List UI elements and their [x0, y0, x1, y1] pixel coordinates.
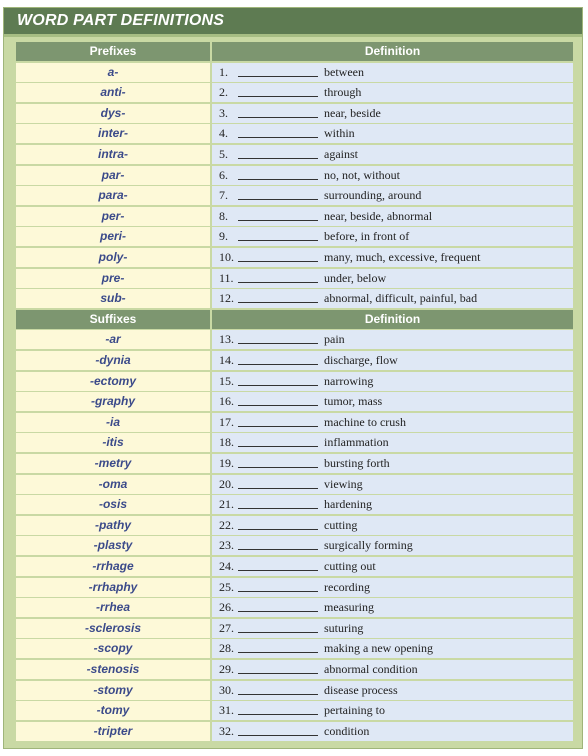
prefix-word-part: pre- [16, 269, 210, 288]
definition-text: measuring [324, 600, 374, 615]
suffix-definition-row [212, 516, 573, 535]
suffix-definition-row [212, 598, 573, 617]
item-number: 29. [219, 662, 234, 676]
suffix-definition-row [212, 557, 573, 576]
item-number: 16. [219, 394, 234, 409]
suffix-word-part: -metry [16, 454, 210, 473]
prefix-word-part: para- [16, 186, 210, 205]
answer-blank[interactable] [238, 508, 318, 509]
answer-blank[interactable] [238, 529, 318, 530]
suffix-word-part: -sclerosis [16, 619, 210, 638]
suffix-definition-row [212, 578, 573, 597]
item-number: 23. [219, 538, 234, 553]
item-number: 32. [219, 723, 234, 738]
prefix-definition-row [212, 104, 573, 123]
definition-text: under, below [324, 270, 387, 285]
item-number: 11. [219, 270, 234, 285]
answer-blank[interactable] [238, 446, 318, 447]
item-number: 6. [219, 167, 228, 182]
suffix-definition-row [212, 495, 573, 514]
item-number: 10. [219, 250, 234, 264]
suffix-column-header: Suffixes [16, 310, 210, 329]
prefix-word-part: sub- [16, 289, 210, 308]
definition-text: condition [324, 723, 370, 738]
answer-blank[interactable] [238, 467, 318, 468]
answer-blank[interactable] [238, 735, 318, 736]
item-number: 21. [219, 497, 234, 512]
item-number: 2. [219, 85, 228, 100]
item-number: 22. [219, 517, 234, 532]
answer-blank[interactable] [238, 302, 318, 303]
prefix-word-part: a- [16, 63, 210, 82]
item-number: 25. [219, 579, 234, 594]
item-number: 1. [219, 64, 228, 79]
answer-blank[interactable] [238, 426, 318, 427]
answer-blank[interactable] [238, 611, 318, 612]
suffix-word-part: -rrhea [16, 598, 210, 617]
title-bar [4, 8, 582, 37]
definition-text: narrowing [324, 373, 374, 388]
prefix-word-part: par- [16, 166, 210, 185]
item-number: 19. [219, 456, 234, 470]
item-number: 5. [219, 147, 228, 161]
item-number: 12. [219, 291, 234, 306]
suffix-word-part: -plasty [16, 536, 210, 555]
definition-text: near, beside, abnormal [324, 208, 433, 223]
suffix-word-part: -rrhage [16, 557, 210, 576]
definition-text: inflammation [324, 435, 389, 450]
suffix-word-part: -stenosis [16, 660, 210, 679]
answer-blank[interactable] [238, 261, 318, 262]
suffix-word-part: -pathy [16, 516, 210, 535]
answer-blank[interactable] [238, 364, 318, 365]
suffix-definition-row [212, 454, 573, 473]
item-number: 14. [219, 353, 234, 367]
definition-text: against [324, 147, 358, 161]
item-number: 24. [219, 559, 234, 573]
suffix-definition-row [212, 660, 573, 679]
prefix-definition-row [212, 124, 573, 143]
answer-blank[interactable] [238, 240, 318, 241]
prefix-word-part: anti- [16, 83, 210, 102]
definition-text: discharge, flow [324, 353, 398, 367]
item-number: 3. [219, 105, 228, 120]
suffix-word-part: -dynia [16, 351, 210, 370]
suffix-definition-row [212, 392, 573, 411]
suffix-definition-header: Definition [212, 310, 573, 329]
definition-text: no, not, without [324, 167, 401, 182]
item-number: 18. [219, 435, 234, 450]
answer-blank[interactable] [238, 405, 318, 406]
answer-blank[interactable] [238, 282, 318, 283]
answer-blank[interactable] [238, 179, 318, 180]
definition-text: pertaining to [324, 703, 385, 718]
item-number: 8. [219, 208, 228, 223]
definition-text: cutting out [324, 559, 376, 573]
answer-blank[interactable] [238, 652, 318, 653]
item-number: 28. [219, 641, 234, 656]
definition-text: surrounding, around [324, 188, 422, 203]
page-title: WORD PART DEFINITIONS [17, 12, 225, 29]
definition-text: surgically forming [324, 538, 413, 553]
suffix-definition-row [212, 701, 573, 720]
answer-blank[interactable] [238, 570, 318, 571]
definition-text: pain [324, 332, 345, 347]
definition-text: making a new opening [324, 641, 433, 656]
answer-blank[interactable] [238, 343, 318, 344]
prefix-definition-row [212, 248, 573, 267]
prefix-word-part: poly- [16, 248, 210, 267]
answer-blank[interactable] [238, 385, 318, 386]
item-number: 9. [219, 229, 228, 244]
definition-text: machine to crush [324, 414, 406, 429]
prefix-definition-row [212, 186, 573, 205]
prefix-word-part: dys- [16, 104, 210, 123]
prefix-word-part: intra- [16, 145, 210, 164]
definition-text: before, in front of [324, 229, 410, 244]
answer-blank[interactable] [238, 488, 318, 489]
prefix-definition-row [212, 145, 573, 164]
suffix-definition-row [212, 351, 573, 370]
prefix-definition-row [212, 63, 573, 82]
prefix-definition-row [212, 207, 573, 226]
answer-blank[interactable] [238, 117, 318, 118]
definition-text: many, much, excessive, frequent [324, 250, 481, 264]
word-part-table [3, 7, 583, 749]
item-number: 13. [219, 332, 234, 347]
suffix-word-part: -tomy [16, 701, 210, 720]
definition-text: suturing [324, 620, 364, 635]
prefix-word-part: per- [16, 207, 210, 226]
suffix-definition-row [212, 619, 573, 638]
prefix-definition-row [212, 269, 573, 288]
prefix-column-header: Prefixes [16, 42, 210, 61]
definition-text: within [324, 126, 355, 141]
definition-text: tumor, mass [324, 394, 383, 409]
definition-text: between [324, 64, 364, 79]
definition-text: abnormal condition [324, 662, 418, 676]
item-number: 15. [219, 373, 234, 388]
suffix-definition-row [212, 413, 573, 432]
suffix-word-part: -ia [16, 413, 210, 432]
definition-text: cutting [324, 517, 358, 532]
suffix-definition-row [212, 330, 573, 349]
item-number: 30. [219, 682, 234, 697]
suffix-word-part: -oma [16, 475, 210, 494]
answer-blank[interactable] [238, 673, 318, 674]
definition-text: through [324, 85, 362, 100]
suffix-definition-row [212, 536, 573, 555]
suffix-word-part: -stomy [16, 681, 210, 700]
suffix-word-part: -ectomy [16, 372, 210, 391]
item-number: 26. [219, 600, 234, 615]
answer-blank[interactable] [238, 199, 318, 200]
item-number: 7. [219, 188, 228, 203]
prefix-definition-row [212, 289, 573, 308]
answer-blank[interactable] [238, 694, 318, 695]
suffix-word-part: -ar [16, 330, 210, 349]
item-number: 4. [219, 126, 228, 141]
definition-text: abnormal, difficult, painful, bad [324, 291, 478, 306]
answer-blank[interactable] [238, 632, 318, 633]
item-number: 31. [219, 703, 234, 718]
answer-blank[interactable] [238, 96, 318, 97]
suffix-word-part: -itis [16, 433, 210, 452]
answer-blank[interactable] [238, 714, 318, 715]
answer-blank[interactable] [238, 158, 318, 159]
suffix-definition-row [212, 475, 573, 494]
suffix-definition-row [212, 372, 573, 391]
suffix-word-part: -osis [16, 495, 210, 514]
suffix-word-part: -scopy [16, 639, 210, 658]
item-number: 20. [219, 476, 234, 491]
answer-blank[interactable] [238, 549, 318, 550]
suffix-definition-row [212, 639, 573, 658]
definition-text: viewing [324, 476, 363, 491]
prefix-word-part: peri- [16, 227, 210, 246]
definition-text: near, beside [324, 105, 381, 120]
item-number: 17. [219, 414, 234, 429]
prefix-definition-header: Definition [212, 42, 573, 61]
definition-text: bursting forth [324, 456, 390, 470]
definition-text: disease process [324, 682, 398, 697]
suffix-definition-row [212, 722, 573, 741]
prefix-definition-row [212, 166, 573, 185]
answer-blank[interactable] [238, 137, 318, 138]
suffix-definition-row [212, 433, 573, 452]
prefix-definition-row [212, 227, 573, 246]
definition-text: hardening [324, 497, 372, 512]
answer-blank[interactable] [238, 76, 318, 77]
suffix-word-part: -rrhaphy [16, 578, 210, 597]
suffix-definition-row [212, 681, 573, 700]
definition-text: recording [324, 579, 370, 594]
suffix-word-part: -tripter [16, 722, 210, 741]
suffix-word-part: -graphy [16, 392, 210, 411]
answer-blank[interactable] [238, 591, 318, 592]
item-number: 27. [219, 620, 234, 635]
answer-blank[interactable] [238, 220, 318, 221]
prefix-definition-row [212, 83, 573, 102]
prefix-word-part: inter- [16, 124, 210, 143]
